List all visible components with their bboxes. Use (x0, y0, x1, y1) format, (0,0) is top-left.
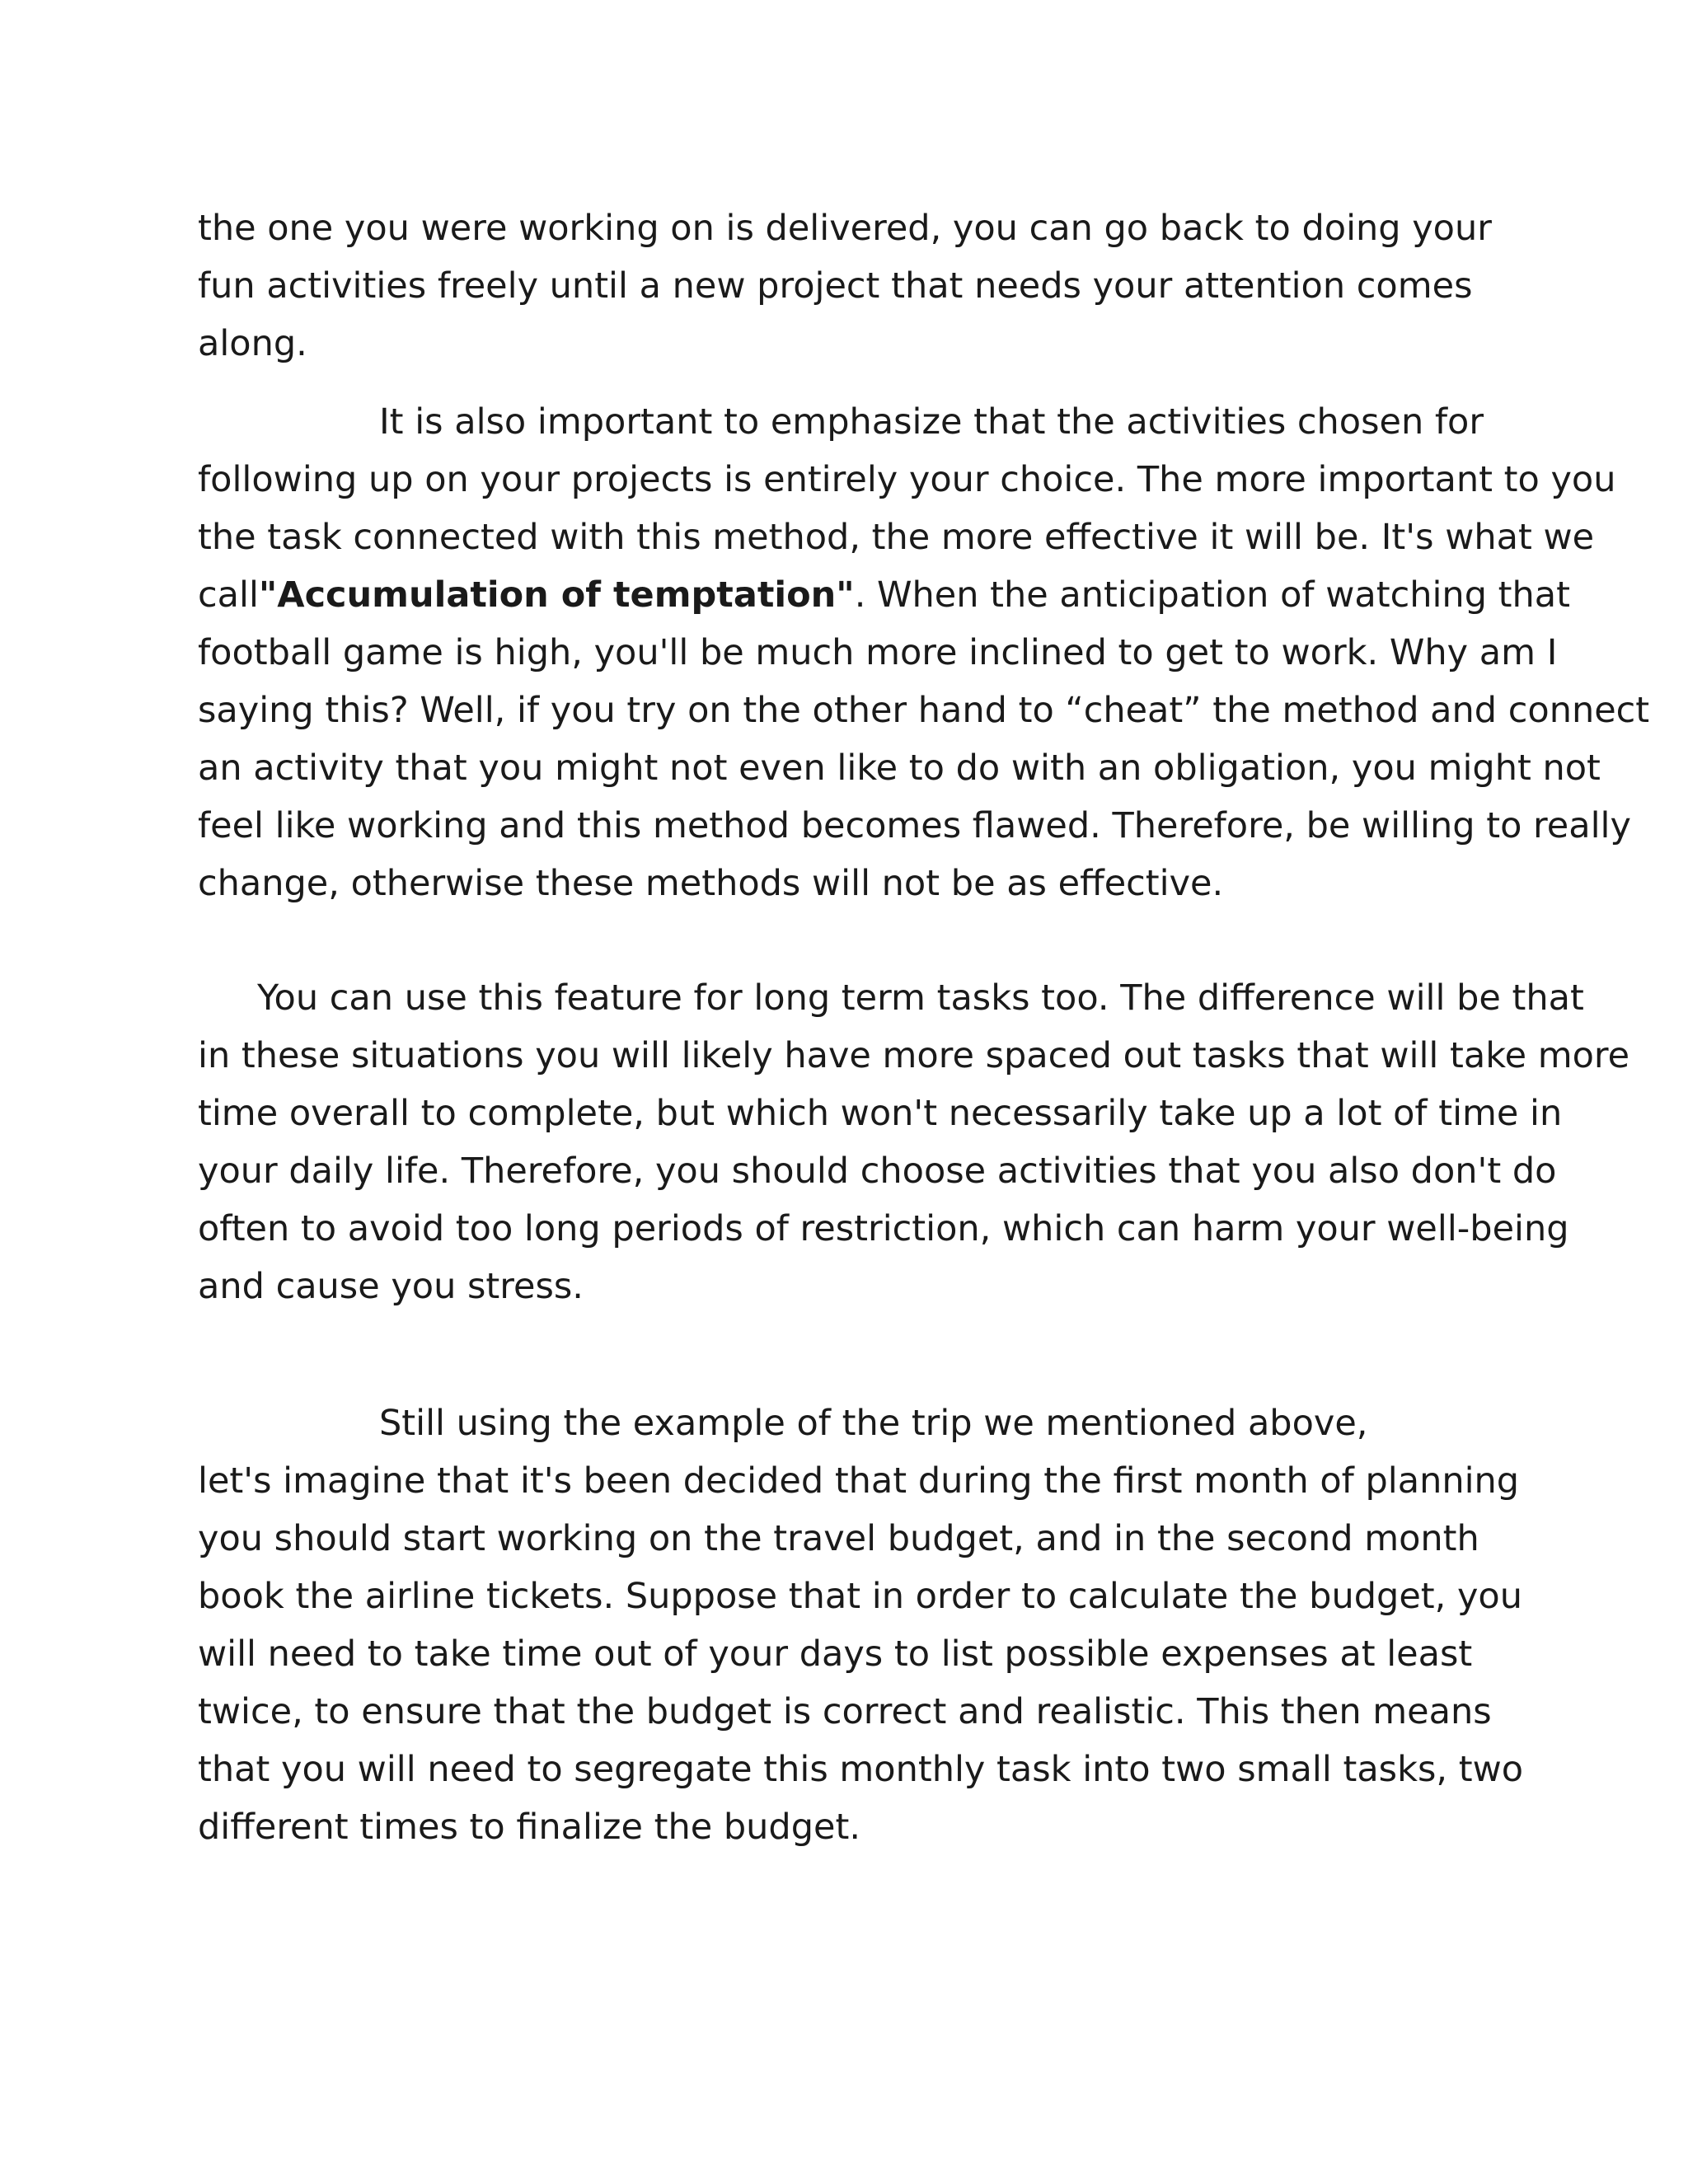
paragraph-line: that you will need to segregate this monthly task into two small tasks, two (198, 1749, 1524, 1790)
paragraph-line: saying this? Well, if you try on the other hand to “cheat” the method and connect (198, 690, 1650, 731)
paragraph-2 (198, 393, 1650, 912)
paragraph-line: fun activities freely until a new project that needs your attention comes (198, 265, 1473, 307)
bold-term: "Accumulation of temptation" (258, 574, 855, 616)
paragraph-line: and cause you stress. (198, 1266, 584, 1307)
paragraph-line: book the airline tickets. Suppose that in order to calculate the budget, you (198, 1576, 1522, 1617)
paragraph-line: along. (198, 323, 307, 364)
paragraph-line: the task connected with this method, the more effective it will be. It's what we (198, 517, 1595, 558)
paragraph-line: different times to finalize the budget. (198, 1807, 860, 1848)
paragraph-1 (198, 199, 1615, 373)
paragraph-line: You can use this feature for long term tasks too. The difference will be that (257, 977, 1584, 1019)
text-segment: . When the anticipation of watching that (854, 574, 1570, 616)
paragraph-line-with-emphasis (198, 566, 1615, 624)
paragraph-line: football game is high, you'll be much more inclined to get to work. Why am I (198, 632, 1558, 673)
paragraph-line: change, otherwise these methods will not be as effective. (198, 863, 1224, 904)
paragraph-line: your daily life. Therefore, you should choose activities that you also don't do (198, 1151, 1557, 1192)
paragraph-line: following up on your projects is entirely your choice. The more important to you (198, 459, 1616, 500)
text-segment: call (198, 574, 259, 616)
paragraph-line: you should start working on the travel budget, and in the second month (198, 1518, 1479, 1559)
paragraph-line: time overall to complete, but which won't necessarily take up a lot of time in (198, 1093, 1563, 1134)
paragraph-line: will need to take time out of your days to list possible expenses at least (198, 1633, 1473, 1675)
paragraph-line: twice, to ensure that the budget is correct and realistic. This then means (198, 1691, 1492, 1732)
paragraph-line: in these situations you will likely have more spaced out tasks that will take more (198, 1035, 1630, 1076)
paragraph-line: let's imagine that it's been decided that during the first month of planning (198, 1460, 1520, 1502)
paragraph-line: It is also important to emphasize that the activities chosen for (379, 401, 1484, 443)
paragraph-line: often to avoid too long periods of restriction, which can harm your well-being (198, 1208, 1569, 1249)
paragraph-4 (198, 1394, 1615, 1856)
paragraph-line: Still using the example of the trip we mentioned above, (379, 1403, 1368, 1444)
paragraph-line: feel like working and this method becomes flawed. Therefore, be willing to really (198, 805, 1631, 846)
paragraph-line: the one you were working on is delivered, you can go back to doing your (198, 208, 1492, 249)
paragraph-line: an activity that you might not even like to do with an obligation, you might not (198, 748, 1601, 789)
paragraph-3 (198, 969, 1630, 1315)
